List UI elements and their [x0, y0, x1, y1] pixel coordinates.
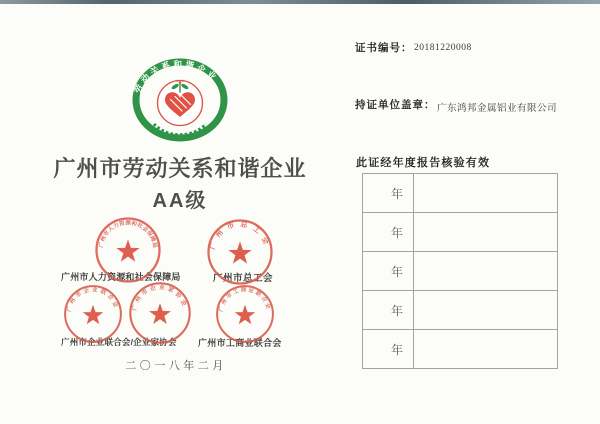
year-cell: 年 [363, 213, 414, 252]
table-row [363, 174, 558, 213]
entry-cell [414, 252, 558, 291]
table-row [363, 330, 558, 369]
issuer-label-enterprise-federation: 广州市企业联合会/企业家协会 [61, 337, 177, 347]
table-row [363, 252, 558, 291]
table-row [363, 291, 558, 330]
issue-date: 二〇一八年二月 [125, 360, 227, 372]
scan-top-edge [0, 0, 600, 4]
entry-cell [414, 213, 558, 252]
certificate-grade: AA级 [152, 190, 208, 212]
harmonious-labor-emblem-icon [128, 56, 232, 144]
holder-seal-label: 持证单位盖章： [355, 99, 436, 111]
entry-cell [414, 330, 558, 369]
hrss-bureau-seal-icon [93, 215, 163, 285]
certificate-title: 广州市劳动关系和谐企业 [53, 156, 307, 181]
year-cell: 年 [363, 291, 414, 330]
svg-text:广州市工商业联合会: 广州市工商业联合会 [218, 287, 271, 313]
trade-union-seal-icon [205, 217, 275, 287]
svg-text:广州市企业家协会: 广州市企业家协会 [132, 284, 187, 312]
industry-commerce-federation-seal-icon [214, 283, 276, 345]
holder-company-name: 广东鸿邦金属铝业有限公司 [437, 104, 558, 114]
entry-cell [414, 174, 558, 213]
enterprise-federation-seal-icon [62, 283, 124, 345]
validity-note: 此证经年度报告核验有效 [356, 157, 491, 169]
year-cell: 年 [363, 174, 414, 213]
issuer-label-trade-union: 广州市总工会 [213, 273, 274, 284]
entry-cell [414, 291, 558, 330]
cert-no-value: 20181220008 [414, 43, 472, 53]
cert-no-label: 证书编号： [355, 42, 413, 54]
entrepreneurs-association-seal-icon [127, 280, 193, 346]
issuer-label-hrss-bureau: 广州市人力资源和社会保障局 [61, 272, 181, 282]
table-row [363, 213, 558, 252]
year-cell: 年 [363, 252, 414, 291]
svg-text:广州市人力资源和社会保障局: 广州市人力资源和社会保障局 [98, 220, 158, 249]
svg-text:广州市总工会: 广州市总工会 [208, 220, 271, 251]
svg-text:劳动关系和谐企业: 劳动关系和谐企业 [132, 58, 219, 95]
annual-verification-table [362, 173, 558, 369]
issuer-label-industry-commerce-federation: 广州市工商业联合会 [198, 338, 282, 348]
year-cell: 年 [363, 330, 414, 369]
svg-text:广州市企业联合会: 广州市企业联合会 [66, 287, 119, 313]
